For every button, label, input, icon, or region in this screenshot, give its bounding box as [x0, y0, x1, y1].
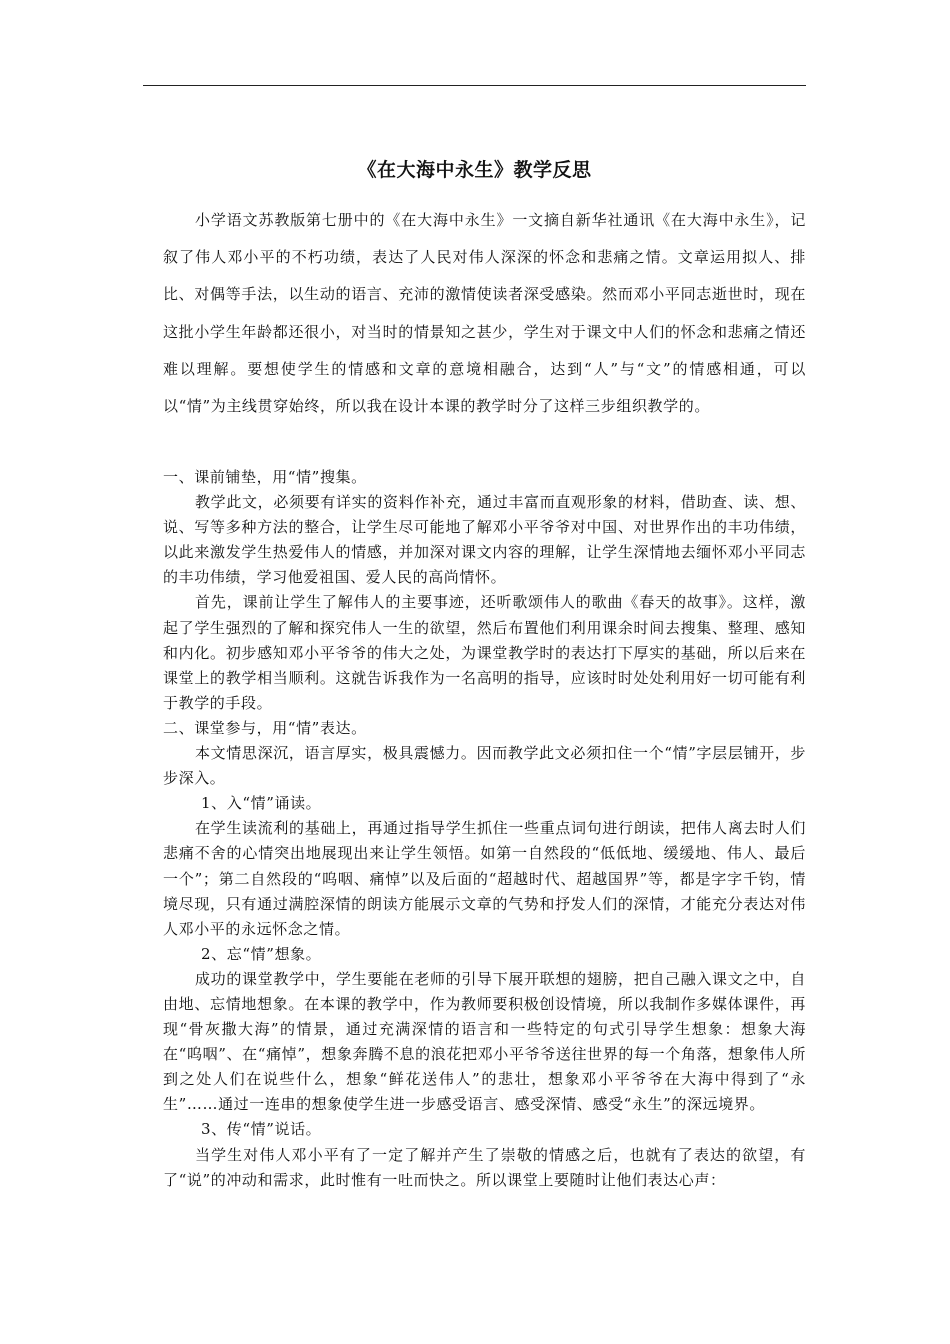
- section-heading-2: 二、课堂参与，用“情”表达。: [163, 718, 367, 737]
- paragraph: 教学此文，必须要有详实的资料作补充，通过丰富而直观形象的材料，借助查、读、想、说、写等多种方法的整合，让学生尽可能地了解邓小平爷爷对中国、对世界作出的丰功伟绩，以此来激发学生热爱伟人的情感，并加深对课文内容的理解，让学生深情地去缅怀邓小平同志的丰功伟绩，学习他爱祖国、爱人民的高尚情怀。: [163, 493, 806, 587]
- paragraph: 成功的课堂教学中，学生要能在老师的引导下展开联想的翅膀，把自己融入课文之中，自由地、忘情地想象。在本课的教学中，作为教师要积极创设情境，所以我制作多媒体课件，再现“骨灰撒大海”的情景，通过充满深情的语言和一些特定的句式引导学生想象：想象大海在“呜咽”、在“痛悼”，想象奔腾不息的浪花把邓小平爷爷送往世界的每一个角落，想象伟人所到之处人们在说些什么，想象“鲜花送伟人”的悲壮，想象邓小平爷爷在大海中得到了“永生”……通过一连串的想象使学生进一步感受语言、感受深情、感受“永生”的深远境界。: [163, 969, 806, 1114]
- paragraph: 在学生读流利的基础上，再通过指导学生抓住一些重点词句进行朗读，把伟人离去时人们悲痛不舍的心情突出地展现出来让学生领悟。如第一自然段的“低低地、缓缓地、伟人、最后一个”；第二自然段的“呜咽、痛悼”以及后面的“超越时代、超越国界”等，都是字字千钧，情境尽现，只有通过满腔深情的朗读方能展示文章的气势和抒发人们的深情，才能充分表达对伟人邓小平的永远怀念之情。: [163, 819, 806, 938]
- paragraph: 首先，课前让学生了解伟人的主要事迹，还听歌颂伟人的歌曲《春天的故事》。这样，激起了学生强烈的了解和探究伟人一生的欲望，然后布置他们利用课余时间去搜集、整理、感知和内化。初步感知邓小平爷爷的伟大之处，为课堂教学时的表达打下厚实的基础，所以后来在课堂上的教学相当顺利。这就告诉我作为一名高明的指导，应该时时处处利用好一切可能有利于教学的手段。: [163, 593, 806, 712]
- section-heading-1: 一、课前铺垫，用“情”搜集。: [163, 468, 367, 486]
- subheading-1: 1、入“情”诵读。: [201, 794, 322, 813]
- subheading-2: 2、忘“情”想象。: [201, 944, 322, 963]
- paragraph: 本文情思深沉，语言厚实，极具震憾力。因而教学此文必须扣住一个“情”字层层铺开，步步深入。: [163, 744, 806, 788]
- intro-paragraph: 小学语文苏教版第七册中的《在大海中永生》一文摘自新华社通讯《在大海中永生》，记叙了伟人邓小平的不朽功绩，表达了人民对伟人深深的怀念和悲痛之情。文章运用拟人、排比、对偶等手法，以生动的语言、充沛的激情使读者深受感染。然而邓小平同志逝世时，现在这批小学生年龄都还很小，对当时的情景知之甚少，学生对于课文中人们的怀念和悲痛之情还难以理解。要想使学生的情感和文章的意境相融合，达到“人”与“文”的情感相通，可以以“情”为主线贯穿始终，所以我在设计本课的教学时分了这样三步组织教学的。: [163, 211, 806, 416]
- subheading-3: 3、传“情”说话。: [201, 1120, 322, 1139]
- header-rule: [143, 85, 806, 86]
- paragraph: 当学生对伟人邓小平有了一定了解并产生了崇敬的情感之后，也就有了表达的欲望，有了“说”的冲动和需求，此时惟有一吐而快之。所以课堂上要随时让他们表达心声：: [163, 1145, 806, 1189]
- page-title: 《在大海中永生》教学反思: [357, 159, 592, 181]
- document-body: [163, 465, 806, 1193]
